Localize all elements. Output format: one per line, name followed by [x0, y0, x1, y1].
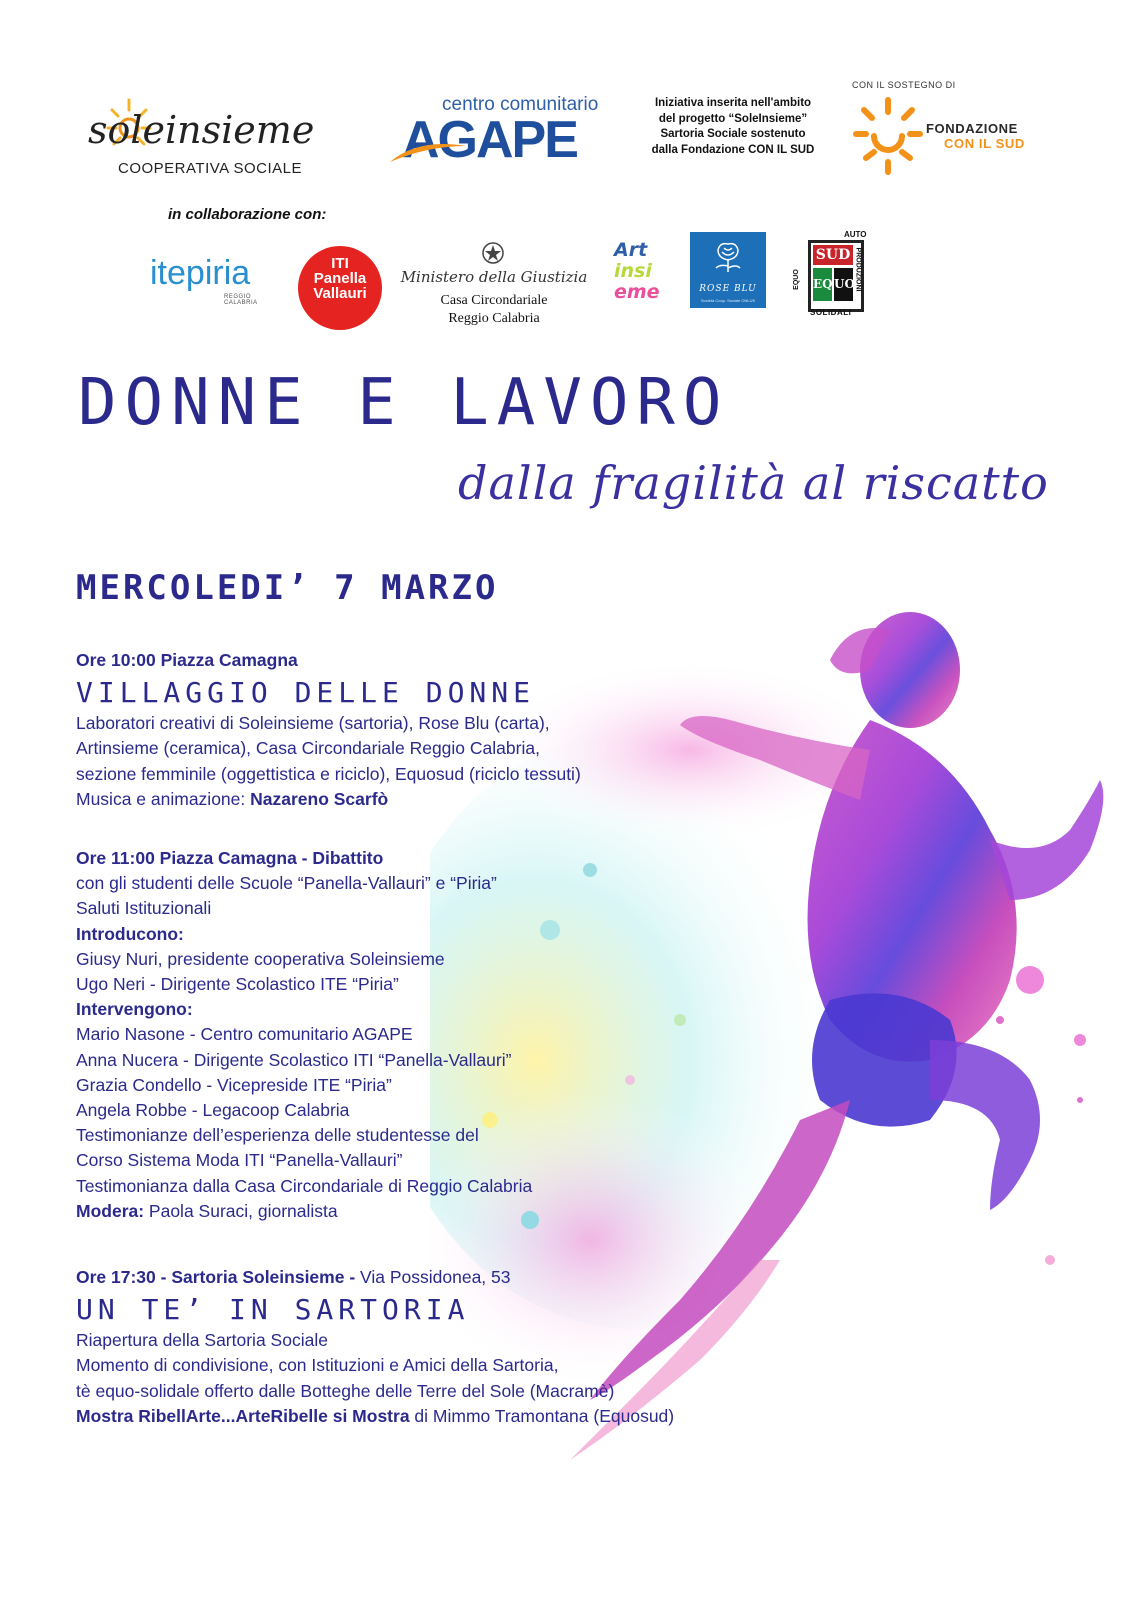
emblem-icon [479, 240, 507, 266]
panella-line-3: Vallauri [313, 285, 367, 302]
intro-speaker-1: Giusy Nuri, presidente cooperativa Soleinsieme [76, 948, 445, 969]
exhibition [76, 1404, 776, 1429]
ministero-line-2: Reggio Calabria [448, 311, 540, 326]
moderator [76, 1199, 776, 1224]
ministero-giustizia-logo [396, 240, 592, 332]
piria-city: REGGIO CALABRIA [224, 294, 258, 306]
exhibition-author: di Mimmo Tramontana (Equosud) [409, 1405, 675, 1426]
speakers-label: Intervengono: [76, 999, 193, 1020]
section-3-time [76, 1265, 776, 1290]
panella-line-2: Panella [313, 270, 367, 287]
section-1-line-1: Laboratori creativi di Soleinsieme (sartoria), Rose Blu (carta), [76, 713, 550, 734]
section-2-time: Ore 11:00 Piazza Camagna - Dibattito [76, 848, 384, 868]
speaker-2: Anna Nucera - Dirigente Scolastico ITI “Panella-Vallauri” [76, 1049, 512, 1070]
rose-blu-small: Società Coop. Sociale ONLUS [700, 298, 756, 303]
equosud-cell-uo: UO [834, 268, 853, 301]
ministero-line-1: Casa Circondariale [440, 293, 548, 308]
panella-line-1: ITI [331, 255, 349, 272]
sponsor-caption: CON IL SOSTEGNO DI [852, 80, 956, 90]
iti-panella-vallauri-logo [298, 246, 382, 330]
soleinsieme-subtitle: COOPERATIVA SOCIALE [118, 160, 302, 177]
section-3-line-3: tè equo-solidale offerto dalle Botteghe delle Terre del Sole (Macramè) [76, 1380, 615, 1401]
section-3-title: UN TE’ IN SARTORIA [76, 1293, 470, 1327]
piria-wordmark: itepiria [150, 254, 251, 292]
equosud-cell-sud: SUD [813, 245, 853, 265]
agape-caption: centro comunitario [442, 94, 599, 115]
ite-piria-logo [150, 254, 280, 304]
equosud-bottom: SOLIDALI [810, 308, 852, 317]
intro-label: Introducono: [76, 923, 184, 944]
section-3-line-2: Momento di condivisione, con Istituzioni e Amici della Sartoria, [76, 1355, 559, 1376]
music-artist: Nazareno Scarfò [250, 788, 389, 809]
soleinsieme-logo [88, 96, 358, 186]
section-1-title: VILLAGGIO DELLE DONNE [76, 676, 536, 710]
exhibition-title: Mostra RibellArte...ArteRibelle si Mostra [76, 1405, 410, 1426]
intro-speaker-2: Ugo Neri - Dirigente Scolastico ITE “Piria” [76, 974, 399, 995]
artinsieme-line-3: eme [614, 281, 660, 303]
speaker-4: Angela Robbe - Legacoop Calabria [76, 1100, 350, 1121]
fondazione-con-il-sud-logo [850, 80, 1050, 190]
fondazione-sun-icon [852, 96, 924, 176]
section-1-line-2: Artinsieme (ceramica), Casa Circondariale Reggio Calabria, [76, 738, 540, 759]
section-3-time-label: Ore 17:30 - Sartoria Soleinsieme - [76, 1267, 361, 1287]
speaker-1: Mario Nasone - Centro comunitario AGAPE [76, 1024, 413, 1045]
initiative-line-1: Iniziativa inserita nell'ambito [654, 97, 812, 109]
section-1-music [76, 787, 776, 812]
initiative-note [638, 96, 828, 158]
soleinsieme-wordmark: soleinsieme [88, 108, 315, 152]
equosud-right: PRODUZIONI [854, 247, 862, 292]
music-label: Musica e animazione: [76, 788, 251, 809]
moderator-name: Paola Suraci, giornalista [144, 1200, 338, 1221]
agape-swoosh-icon [388, 138, 468, 164]
section-3-address: Via Possidonea, 53 [360, 1267, 511, 1287]
equosud-top: AUTO [844, 230, 867, 239]
speaker-7: Testimonianza dalla Casa Circondariale di Reggio Calabria [76, 1175, 533, 1196]
initiative-line-2: del progetto “SoleInsieme” [658, 112, 808, 125]
speaker-5: Testimonianze dell’esperienza delle studentesse del [76, 1125, 479, 1146]
agape-wordmark: AGAPE [402, 111, 577, 169]
speaker-3: Grazia Condello - Vicepreside ITE “Piria” [76, 1074, 392, 1095]
rose-icon [708, 238, 748, 274]
rose-blu-name: ROSE BLU [699, 284, 757, 294]
section-1-line-3: sezione femminile (oggettistica e riciclo), Equosud (riciclo tessuti) [76, 763, 581, 784]
equosud-logo [792, 230, 874, 318]
initiative-line-4: dalla Fondazione CON IL SUD [651, 143, 815, 156]
section-3-line-1: Riapertura della Sartoria Sociale [76, 1330, 328, 1351]
program-section-2 [76, 846, 776, 1224]
ministero-title: Ministero della Giustizia [400, 268, 588, 286]
artinsieme-line-1: Art [614, 239, 648, 261]
rose-blu-logo [690, 232, 766, 308]
event-date: MERCOLEDI’ 7 MARZO [76, 568, 499, 608]
program-section-1 [76, 648, 776, 812]
section-2-line-2: Saluti Istituzionali [76, 898, 212, 919]
equosud-cell-eq: EQ [813, 268, 832, 301]
initiative-line-3: Sartoria Sociale sostenuto [660, 128, 806, 140]
equosud-left: EQUO [792, 269, 800, 290]
page-title: DONNE E LAVORO [78, 366, 730, 440]
agape-logo [388, 94, 608, 174]
artinsieme-line-2: insi [614, 260, 652, 282]
collaboration-label: in collaborazione con: [168, 206, 327, 223]
program-section-3 [76, 1265, 776, 1429]
fondazione-line-2: CON IL SUD [944, 136, 1025, 151]
section-1-time: Ore 10:00 Piazza Camagna [76, 650, 298, 670]
speaker-6: Corso Sistema Moda ITI “Panella-Vallauri” [76, 1150, 403, 1171]
moderator-label: Modera: [76, 1200, 145, 1221]
fondazione-line-1: FONDAZIONE [926, 121, 1018, 136]
section-2-line-1: con gli studenti delle Scuole “Panella-Vallauri” e “Piria” [76, 873, 497, 894]
artinsieme-logo [614, 240, 674, 310]
page-subtitle: dalla fragilità al riscatto [458, 456, 1049, 510]
